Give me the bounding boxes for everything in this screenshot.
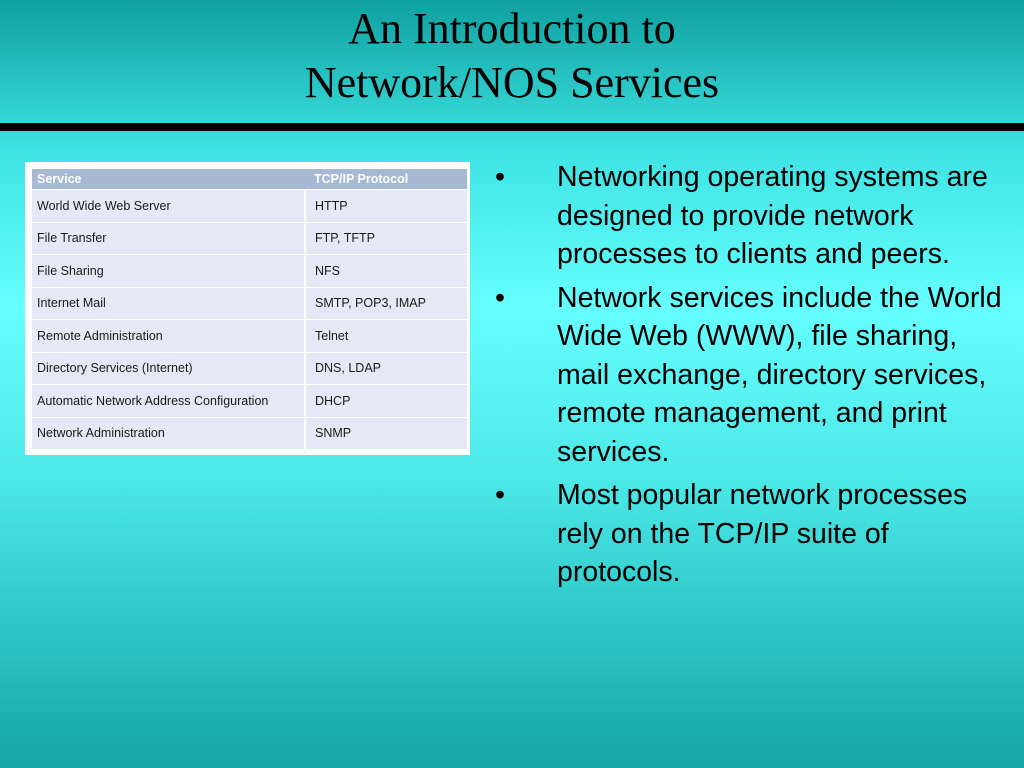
- bullet-text: Network services include the World Wide Web (WWW), file sharing, mail exchange, directory services, remote management, and print services.: [557, 281, 1002, 468]
- service-cell: Network Administration: [32, 417, 305, 449]
- column-header-service: Service: [32, 169, 305, 190]
- table-row: [32, 417, 467, 449]
- table-row: [32, 352, 467, 385]
- title-divider: [0, 123, 1024, 131]
- protocol-cell: Telnet: [305, 320, 467, 353]
- services-protocol-table: [32, 169, 467, 449]
- slide-title: [0, 2, 1024, 110]
- protocol-cell: SNMP: [305, 417, 467, 449]
- table-row: [32, 190, 467, 223]
- protocol-cell: DNS, LDAP: [305, 352, 467, 385]
- bullet-marker: •: [495, 281, 505, 314]
- table-row: [32, 385, 467, 418]
- protocol-cell: FTP, TFTP: [305, 222, 467, 255]
- slide-title-line-2: Network/NOS Services: [304, 58, 720, 107]
- bullet-text: Most popular network processes rely on the TCP/IP suite of protocols.: [557, 479, 968, 588]
- table-row: [32, 222, 467, 255]
- service-cell: Automatic Network Address Configuration: [32, 385, 305, 418]
- bullet-text: Networking operating systems are designed to provide network processes to clients and peers.: [557, 161, 988, 270]
- bullet-marker: •: [495, 479, 505, 511]
- table-header-row: [32, 169, 467, 190]
- protocol-cell: NFS: [305, 255, 467, 288]
- slide-title-line-1: An Introduction to: [348, 4, 676, 53]
- table-row: [32, 320, 467, 353]
- protocol-cell: DHCP: [305, 385, 467, 418]
- service-cell: Directory Services (Internet): [32, 352, 305, 385]
- bullet-marker: •: [495, 161, 505, 193]
- protocol-cell: SMTP, POP3, IMAP: [305, 287, 467, 320]
- service-cell: World Wide Web Server: [32, 190, 305, 223]
- bullet-list: [495, 158, 1010, 597]
- bullet-item: [495, 158, 1010, 274]
- service-cell: Remote Administration: [32, 320, 305, 353]
- services-table-image: [25, 162, 470, 455]
- table-row: [32, 287, 467, 320]
- bullet-item: [495, 279, 1010, 472]
- protocol-cell: HTTP: [305, 190, 467, 223]
- service-cell: Internet Mail: [32, 287, 305, 320]
- column-header-protocol: TCP/IP Protocol: [305, 169, 467, 190]
- table-row: [32, 255, 467, 288]
- service-cell: File Sharing: [32, 255, 305, 288]
- bullet-item: [495, 476, 1010, 592]
- service-cell: File Transfer: [32, 222, 305, 255]
